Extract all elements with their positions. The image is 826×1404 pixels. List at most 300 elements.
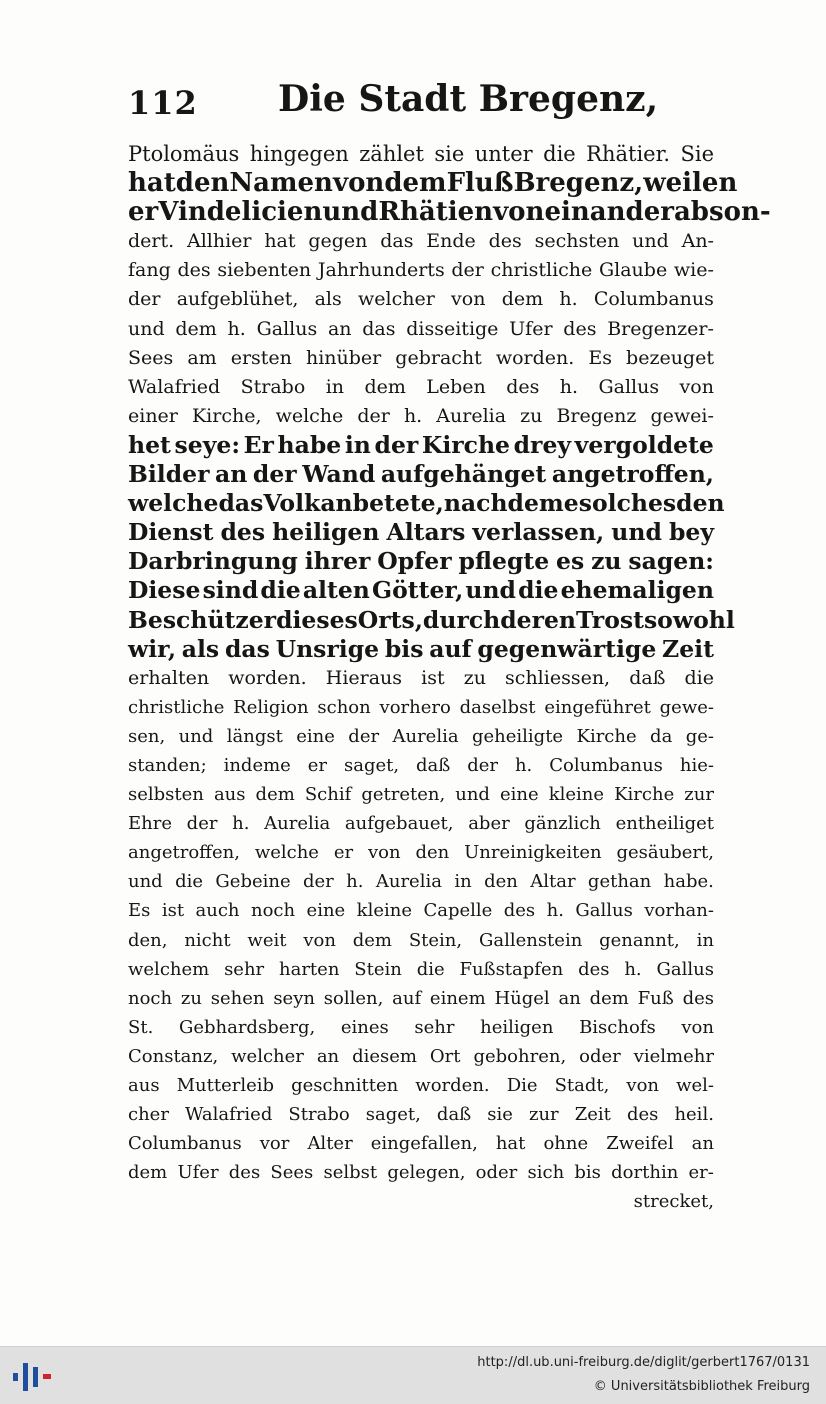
word: den — [676, 489, 725, 518]
word: Es — [128, 900, 151, 922]
word: von — [493, 197, 545, 228]
word: der — [252, 460, 297, 489]
word: den — [484, 871, 518, 893]
word: Strabo — [288, 1104, 350, 1126]
word: Sees — [270, 1162, 314, 1184]
word: vor — [259, 1133, 290, 1155]
word: dem — [364, 375, 406, 398]
word: habe — [277, 430, 342, 459]
word: in — [344, 430, 371, 459]
word: dem — [128, 1162, 168, 1184]
word: Ehre — [128, 813, 172, 835]
word: sie — [487, 1104, 513, 1126]
word: so — [643, 605, 673, 634]
word: Stein — [354, 958, 402, 980]
word: eines — [340, 1016, 389, 1038]
word: gebohren, — [473, 1045, 567, 1067]
word: hingegen — [249, 142, 349, 166]
word: Rhätien — [378, 197, 494, 228]
word: Bischofs — [579, 1016, 656, 1038]
word: des — [503, 900, 536, 922]
word: welche — [275, 404, 344, 427]
word: des — [220, 518, 266, 547]
word: Bregenz, — [513, 168, 644, 199]
word: Fußstapfen — [459, 958, 564, 980]
word: sechsten — [534, 230, 620, 253]
ub-freiburg-logo-icon[interactable] — [10, 1357, 54, 1397]
word: einer — [128, 404, 178, 427]
word: bis — [574, 1162, 601, 1184]
word: welchem — [128, 958, 210, 980]
word: drey — [513, 430, 572, 459]
word: sehr — [224, 958, 265, 980]
word: Ptolomäus — [128, 142, 240, 166]
word: disseitige — [406, 317, 499, 340]
word: an — [215, 460, 248, 489]
word: abson- — [673, 197, 771, 228]
word: ersten — [230, 346, 292, 369]
word: Glaube — [598, 259, 668, 282]
text-line — [128, 518, 714, 547]
word: Strabo — [240, 375, 306, 398]
word: selbst — [323, 1162, 378, 1184]
word: am — [187, 346, 217, 369]
word: Fuß — [637, 987, 674, 1009]
word: des — [228, 1162, 261, 1184]
text-line — [128, 460, 714, 489]
word: entheiliget — [615, 813, 714, 835]
word: Orts, — [357, 605, 423, 634]
word: ge- — [685, 725, 714, 747]
word: geschnitten — [291, 1075, 399, 1096]
word: Columbanus — [593, 288, 714, 311]
word: einander — [544, 197, 674, 228]
word: gesäubert, — [616, 842, 714, 864]
word: das — [380, 230, 414, 253]
source-url[interactable]: http://dl.ub.uni-freiburg.de/diglit/gerbert1767/0131 — [477, 1355, 810, 1370]
word: Altar — [530, 871, 576, 893]
word: hat — [128, 168, 176, 199]
word: die — [543, 142, 576, 166]
word: Aurelia — [392, 725, 459, 747]
word: Ort — [429, 1045, 461, 1067]
word: Diese — [128, 576, 201, 605]
word: pflegte — [458, 547, 550, 576]
word: die — [260, 576, 301, 605]
word: dem — [175, 317, 217, 340]
word: Altars — [386, 518, 466, 547]
word: gegenwärtige — [477, 634, 657, 663]
word: sich — [527, 1162, 565, 1184]
word: cher — [128, 1104, 169, 1126]
word: harten — [279, 958, 340, 980]
word: noch — [128, 987, 173, 1009]
copyright-notice: © Universitätsbibliothek Freiburg — [593, 1379, 810, 1394]
word: selbsten — [128, 784, 204, 806]
word: von — [303, 929, 336, 951]
word: den, — [128, 929, 168, 951]
word: unter — [474, 142, 533, 166]
word: Opfer — [377, 547, 452, 576]
word: des — [626, 1104, 659, 1126]
word: zu — [520, 404, 543, 427]
word: Walafried — [128, 375, 221, 398]
text-line — [128, 867, 714, 896]
word: daß — [436, 1104, 472, 1126]
word: vorhero — [379, 696, 451, 718]
word: der — [186, 813, 218, 835]
word: weit — [247, 929, 287, 951]
word: Trost — [576, 605, 644, 634]
word: Gallus — [598, 375, 660, 398]
word: gethan — [587, 871, 652, 893]
word: Aurelia — [264, 813, 331, 835]
word: der — [303, 871, 334, 893]
text-line — [128, 1071, 714, 1100]
word: und — [178, 725, 214, 747]
word: von — [681, 1016, 714, 1038]
word: Rhätier. — [586, 142, 671, 166]
text-line — [128, 693, 714, 722]
word: heiligen — [272, 518, 380, 547]
word: und — [128, 871, 163, 893]
word: strecket, — [633, 1191, 714, 1213]
word: auch — [195, 900, 240, 922]
page-header — [128, 78, 718, 128]
word: Bregenzer- — [607, 317, 714, 340]
footer-bar — [0, 1346, 826, 1404]
word: in — [696, 929, 714, 951]
word: von — [332, 168, 385, 199]
text-line — [128, 402, 714, 431]
word: ist — [161, 900, 185, 922]
word: und — [632, 230, 669, 253]
word: welcher — [231, 1045, 304, 1067]
word: ehemaligen — [560, 576, 714, 605]
word: des — [177, 259, 211, 282]
word: saget, — [365, 1104, 421, 1126]
word: der — [451, 259, 484, 282]
word: aus — [128, 1075, 160, 1096]
word: sind — [202, 576, 259, 605]
text-line — [128, 838, 714, 867]
text-line — [128, 635, 714, 664]
word: Sie — [680, 142, 714, 166]
word: vergoldete — [574, 430, 714, 459]
word: h. — [346, 871, 364, 893]
word: den — [415, 842, 450, 864]
word: und — [611, 518, 662, 547]
text-line — [128, 256, 714, 285]
word: sagen: — [628, 547, 714, 576]
word: Sees — [128, 346, 174, 369]
word: angetroffen, — [551, 460, 714, 489]
word: Capelle — [423, 900, 493, 922]
word: Aurelia — [375, 871, 442, 893]
word: Es — [588, 346, 612, 369]
word: seye: — [174, 430, 240, 459]
word: oder — [475, 1162, 518, 1184]
word: Gallus — [575, 900, 633, 922]
word: getreten, — [361, 784, 446, 806]
word: habe. — [663, 871, 714, 893]
word: längst — [226, 725, 283, 747]
word: ist — [421, 666, 445, 689]
text-line — [128, 896, 714, 925]
word: sen, — [128, 725, 166, 747]
word: Stadt, — [554, 1075, 610, 1096]
word: h. — [624, 958, 642, 980]
word: christliche — [490, 259, 593, 282]
word: eine — [296, 725, 335, 747]
word: sollen, — [323, 987, 384, 1009]
word: dert. — [128, 230, 175, 253]
word: des — [506, 375, 540, 398]
word: aufgebauet, — [344, 813, 454, 835]
word: Alter — [307, 1133, 353, 1155]
word: Stein, — [408, 929, 463, 951]
word: aus — [213, 784, 246, 806]
word: aufgeblühet, — [176, 288, 299, 311]
word: h. — [227, 317, 246, 340]
word: anbetete, — [320, 489, 444, 518]
word: dem — [384, 168, 447, 199]
text-line — [128, 1158, 714, 1187]
word: an — [691, 1133, 714, 1155]
word: zu — [180, 987, 202, 1009]
text-line — [128, 344, 714, 373]
word: gänzlich — [524, 813, 601, 835]
word: bey — [668, 518, 714, 547]
word: welcher — [358, 288, 435, 311]
word: eingefallen, — [370, 1133, 478, 1155]
word: alten — [302, 576, 370, 605]
word: kleine — [548, 784, 605, 806]
word: aufgehänget — [380, 460, 547, 489]
word: ohne — [543, 1133, 589, 1155]
word: es — [556, 547, 585, 576]
word: worden. — [415, 1075, 490, 1096]
word: des — [488, 230, 522, 253]
word: kleine — [356, 900, 412, 922]
text-line — [128, 605, 735, 635]
word: gebracht — [395, 346, 482, 369]
word: da — [650, 725, 673, 747]
text-line — [128, 722, 714, 751]
word: er- — [688, 1162, 714, 1184]
word: Zeit — [662, 634, 714, 663]
word: Zeit — [574, 1104, 611, 1126]
text-line — [128, 1129, 714, 1158]
word: seyn — [273, 987, 315, 1009]
text-line — [128, 1013, 714, 1042]
word: Kirche — [576, 725, 637, 747]
word: Columbanus — [549, 754, 663, 776]
word: Gallenstein — [478, 929, 583, 951]
word: fang — [128, 259, 171, 282]
word: der — [374, 430, 419, 459]
word: eine — [306, 900, 346, 922]
word: und — [322, 197, 379, 228]
text-line — [128, 168, 738, 199]
word: nicht — [184, 929, 231, 951]
word: aber — [468, 813, 510, 835]
word: Er — [243, 430, 274, 459]
word: bezeuget — [626, 346, 714, 369]
word: Unreinigkeiten — [464, 842, 602, 864]
text-line — [128, 285, 714, 314]
word: ihrer — [304, 547, 371, 576]
word: von — [451, 288, 486, 311]
word: solches — [578, 489, 677, 518]
word: hie- — [679, 754, 714, 776]
word: Mutterleib — [176, 1075, 275, 1096]
text-line — [128, 489, 725, 518]
word: des — [563, 317, 597, 340]
word: Ufer — [509, 317, 553, 340]
word: h. — [403, 404, 423, 427]
text-line — [128, 664, 714, 693]
text-line — [128, 140, 714, 169]
word: die — [416, 958, 445, 980]
word: bis — [384, 634, 424, 663]
word: sie — [434, 142, 465, 166]
word: gewei- — [650, 404, 714, 427]
word: gelegen, — [387, 1162, 466, 1184]
text-line — [128, 1187, 714, 1216]
word: durch — [422, 605, 501, 634]
word: geheiligte — [471, 725, 564, 747]
text-line — [128, 227, 714, 256]
word: saget, — [343, 754, 400, 776]
word: den — [175, 168, 230, 199]
word: dem — [255, 784, 295, 806]
word: zur — [528, 1104, 559, 1126]
word: auf — [392, 987, 422, 1009]
word: und — [128, 317, 165, 340]
word: h. — [559, 375, 579, 398]
word: Darbringung — [128, 547, 298, 576]
word: Jahrhunderts — [317, 259, 445, 282]
word: von — [367, 842, 401, 864]
word: standen; — [128, 754, 207, 776]
word: sehr — [414, 1016, 455, 1038]
word: Ufer — [177, 1162, 219, 1184]
word: der — [357, 404, 390, 427]
word: die — [684, 666, 714, 689]
text-line — [128, 809, 714, 838]
word: auf — [429, 634, 472, 663]
word: dem — [352, 929, 392, 951]
word: St. — [128, 1016, 154, 1038]
word: Die — [506, 1075, 538, 1096]
word: nachdeme — [443, 489, 579, 518]
word: Bregenz — [556, 404, 637, 427]
text-line — [128, 780, 714, 809]
word: h. — [546, 900, 564, 922]
word: weilen — [643, 168, 738, 199]
word: von — [626, 1075, 660, 1096]
word: Namen — [229, 168, 333, 199]
word: heiligen — [480, 1016, 554, 1038]
word: zählet — [359, 142, 424, 166]
word: Ende — [426, 230, 476, 253]
word: Walafried — [185, 1104, 273, 1126]
word: Gallus — [656, 958, 714, 980]
word: vorhan- — [644, 900, 714, 922]
word: in — [454, 871, 472, 893]
word: heil. — [674, 1104, 714, 1126]
text-line — [128, 751, 714, 780]
word: sehen — [210, 987, 265, 1009]
word: hat — [264, 230, 296, 253]
text-line — [128, 547, 714, 576]
word: der — [128, 288, 161, 311]
word: und — [455, 784, 490, 806]
word: er — [307, 754, 328, 776]
word: an — [327, 317, 352, 340]
word: Vindelicien — [158, 197, 323, 228]
word: siebenten — [217, 259, 312, 282]
word: und — [465, 576, 516, 605]
word: daß — [416, 754, 451, 776]
word: hat — [495, 1133, 526, 1155]
word: gewe- — [659, 696, 714, 718]
word: Unsrige — [275, 634, 380, 663]
word: dem — [501, 288, 544, 311]
running-title: Die Stadt Bregenz, — [278, 78, 659, 120]
word: dieses — [276, 605, 358, 634]
word: als — [181, 634, 220, 663]
word: Gallus — [256, 317, 318, 340]
word: An- — [681, 230, 714, 253]
word: Kirche — [421, 430, 510, 459]
word: oder — [579, 1045, 621, 1067]
word: Dienst — [128, 518, 214, 547]
word: diesem — [352, 1045, 417, 1067]
word: Constanz, — [128, 1045, 219, 1067]
word: schon — [317, 696, 371, 718]
word: vielmehr — [633, 1045, 714, 1067]
word: h. — [514, 754, 533, 776]
word: das — [218, 489, 264, 518]
word: worden. — [228, 666, 307, 689]
word: gegen — [308, 230, 368, 253]
text-line — [128, 984, 714, 1013]
word: Kirche — [614, 784, 675, 806]
word: angetroffen, — [128, 842, 240, 864]
word: Columbanus — [128, 1133, 242, 1155]
word: des — [682, 987, 714, 1009]
word: Hügel — [494, 987, 550, 1009]
word: wel- — [676, 1075, 714, 1096]
word: Zweifel — [606, 1133, 674, 1155]
word: die — [518, 576, 559, 605]
word: h. — [559, 288, 578, 311]
word: daß — [629, 666, 666, 689]
text-line — [128, 1100, 714, 1129]
word: genannt, — [599, 929, 680, 951]
word: h. — [232, 813, 250, 835]
word: Religion — [233, 696, 309, 718]
word: dem — [589, 987, 629, 1009]
word: in — [325, 375, 345, 398]
word: das — [224, 634, 270, 663]
word: Leben — [426, 375, 486, 398]
word: an — [558, 987, 581, 1009]
word: wohl — [672, 605, 735, 634]
word: Wand — [302, 460, 376, 489]
